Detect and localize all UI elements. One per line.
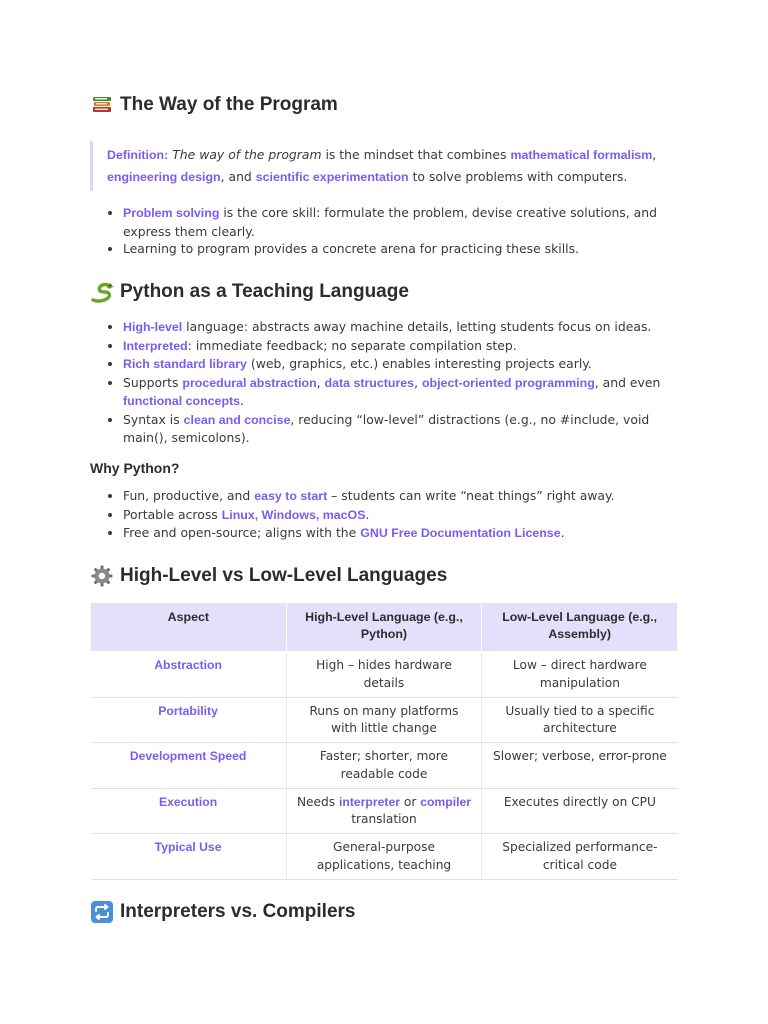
books-icon <box>90 93 114 117</box>
highlight-term: engineering design <box>107 170 221 184</box>
list-item <box>104 240 664 258</box>
table-row <box>91 697 678 743</box>
repeat-icon <box>90 900 114 924</box>
highlight-term: GNU Free Documentation License <box>360 526 561 540</box>
section-title: Interpreters vs. Compilers <box>120 901 356 922</box>
list-item <box>104 524 664 543</box>
section-heading-way-of-program <box>90 93 338 117</box>
table-cell-high: Runs on many platforms with little change <box>286 697 482 743</box>
list-item-text: Portable across <box>123 506 222 522</box>
list-item-text: . <box>560 525 565 540</box>
column-header-aspect: Aspect <box>91 603 287 652</box>
table-cell-low: Usually tied to a specific architecture <box>482 697 678 743</box>
table-row <box>91 788 678 834</box>
table-cell-low: Executes directly on CPU <box>482 788 678 834</box>
highlight-term: interpreter <box>339 794 400 809</box>
highlight-term: Interpreted <box>123 338 188 353</box>
table-row <box>91 652 678 698</box>
highlight-term: object-oriented programming <box>421 375 595 390</box>
table-cell-aspect: Portability <box>91 697 287 743</box>
python-teaching-list <box>104 318 664 447</box>
list-item <box>104 355 664 374</box>
table-header-row <box>91 603 678 652</box>
table-row <box>91 834 678 880</box>
section-heading-high-vs-low <box>90 564 447 588</box>
table-cell-aspect: Typical Use <box>91 834 287 880</box>
table-cell-low: Slower; verbose, error-prone <box>482 743 678 789</box>
highlight-term: compiler <box>420 794 472 809</box>
table-cell-low: Low – direct hardware manipulation <box>482 652 678 698</box>
table-cell-aspect: Execution <box>91 788 287 834</box>
list-item-text: (web, graphics, etc.) enables interesting projects early. <box>246 356 592 371</box>
highlight-term: data structures <box>324 375 415 390</box>
table-cell-aspect: Development Speed <box>91 743 287 789</box>
definition-text: to solve problems with computers. <box>408 169 628 184</box>
list-item-text: language: abstracts away machine details, letting students focus on ideas. <box>182 319 652 334</box>
list-item <box>104 411 664 447</box>
table-cell-high: General-purpose applications, teaching <box>286 834 482 880</box>
definition-text: is the mindset that combines <box>321 147 511 162</box>
comparison-table <box>90 602 678 880</box>
list-item <box>104 487 664 506</box>
cell-text: or <box>399 794 421 809</box>
section-heading-python-teaching <box>90 280 409 304</box>
list-item-text: , <box>316 374 325 390</box>
highlight-term: mathematical formalism <box>510 148 653 162</box>
why-python-list <box>104 487 664 543</box>
section-title: The Way of the Program <box>120 94 338 115</box>
subheading-why-python: Why Python? <box>90 460 180 476</box>
definition-text: , <box>652 147 657 162</box>
column-header-low-level: Low-Level Language (e.g., Assembly) <box>482 603 678 652</box>
definition-text: , and <box>220 169 256 184</box>
cell-text: Needs <box>296 794 340 809</box>
definition-label: Definition: <box>107 148 169 162</box>
definition-blockquote <box>90 141 678 191</box>
gear-icon <box>90 564 114 588</box>
list-item-text: Free and open-source; aligns with the <box>123 525 361 540</box>
list-item-text: Learning to program provides a concrete arena for practicing these skills. <box>123 241 579 256</box>
table-cell-low: Specialized performance-critical code <box>482 834 678 880</box>
highlight-term: scientific experimentation <box>255 170 409 184</box>
highlight-term: easy to start <box>254 489 328 503</box>
highlight-term: Rich standard library <box>123 357 247 371</box>
list-item-text: . <box>365 506 370 522</box>
snake-icon <box>90 280 114 304</box>
table-cell-high: Faster; shorter, more readable code <box>286 743 482 789</box>
list-item-text: – students can write “neat things” right away. <box>327 488 615 503</box>
list-item <box>104 337 664 356</box>
highlight-term: clean and concise <box>183 412 291 427</box>
list-item-text: Syntax is <box>123 411 184 427</box>
highlight-term: High-level <box>123 320 183 334</box>
table-cell-high <box>286 788 482 834</box>
list-item-text: , and even <box>594 374 661 390</box>
cell-text: translation <box>351 812 417 826</box>
table-cell-high: High – hides hardware details <box>286 652 482 698</box>
list-item-text: : immediate feedback; no separate compilation step. <box>187 337 517 353</box>
highlight-term: procedural abstraction <box>182 375 317 390</box>
table-row <box>91 743 678 789</box>
list-item <box>104 318 664 337</box>
list-item <box>104 506 664 525</box>
list-item-text: Supports <box>123 374 183 390</box>
highlight-term: Problem solving <box>123 206 220 220</box>
list-item <box>104 204 664 240</box>
list-item-text: , <box>414 374 422 390</box>
list-item-text: is the core skill: formulate the problem, devise creative solutions, and express them clearly. <box>123 205 657 239</box>
list-item-text: , reducing “low-level” distractions (e.g., no #include, void main(), semicolons). <box>123 411 650 445</box>
list-item <box>104 374 664 411</box>
table-cell-aspect: Abstraction <box>91 652 287 698</box>
section-heading-interpreters-compilers <box>90 900 355 924</box>
column-header-high-level: High-Level Language (e.g., Python) <box>286 603 482 652</box>
highlight-term: Linux, Windows, macOS <box>221 507 366 522</box>
section-title: Python as a Teaching Language <box>120 281 409 302</box>
section-title: High-Level vs Low-Level Languages <box>120 565 448 586</box>
list-item-text: . <box>240 393 244 408</box>
list-item-text: Fun, productive, and <box>123 488 255 503</box>
highlight-term: functional concepts <box>123 394 241 408</box>
definition-term: The way of the program <box>172 147 322 162</box>
way-of-program-list <box>104 204 664 258</box>
